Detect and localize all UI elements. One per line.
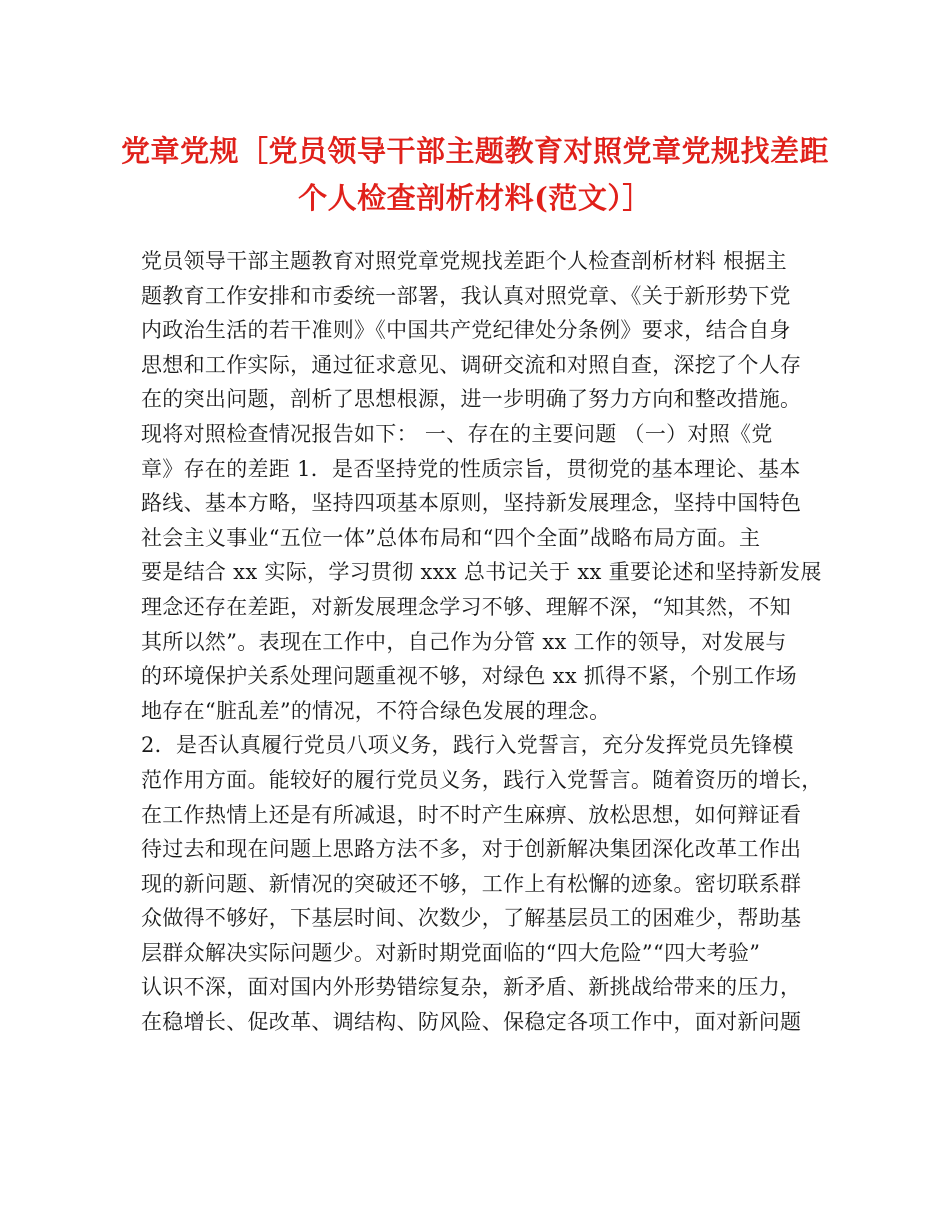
body-line: 现的新问题、新情况的突破还不够，工作上有松懈的迹象。密切联系群	[141, 871, 802, 896]
body-line: 认识不深，面对国内外形势错综复杂，新矛盾、新挑战给带来的压力，	[141, 975, 802, 1000]
title-line-2: 个人检查剖析材料(范文）］	[298, 181, 652, 215]
body-line: 的环境保护关系处理问题重视不够，对绿色 xx 抓得不紧，个别工作场	[141, 664, 797, 689]
body-line: 现将对照检查情况报告如下： 一、存在的主要问题 （一）对照《党	[141, 421, 773, 446]
body-line: 众做得不够好，下基层时间、次数少，了解基层员工的困难少，帮助基	[141, 906, 802, 931]
body-line: 层群众解决实际问题少。对新时期党面临的“四大危险”“四大考验”	[141, 940, 761, 965]
document-body	[141, 244, 821, 1040]
title-line-1: 党章党规［党员领导干部主题教育对照党章党规找差距	[120, 134, 829, 168]
body-line: 内政治生活的若干准则》《中国共产党纪律处分条例》要求，结合自身	[141, 318, 791, 343]
body-line: 待过去和现在问题上思路方法不多，对于创新解决集团深化改革工作出	[141, 837, 802, 862]
body-line: 题教育工作安排和市委统一部署，我认真对照党章、《关于新形势下党	[141, 283, 791, 308]
body-line: 在的突出问题，剖析了思想根源，进一步明确了努力方向和整改措施。	[141, 387, 802, 412]
body-line: 社会主义事业“五位一体”总体布局和“四个全面”战略布局方面。主	[141, 525, 761, 550]
body-line: 其所以然”。表现在工作中，自己作为分管 xx 工作的领导，对发展与	[141, 629, 787, 654]
document-title	[100, 128, 850, 222]
body-line: 2．是否认真履行党员八项义务，践行入党誓言，充分发挥党员先锋模	[141, 733, 794, 758]
body-line: 理念还存在差距，对新发展理念学习不够、理解不深，“知其然，不知	[141, 594, 792, 619]
body-line: 党员领导干部主题教育对照党章党规找差距个人检查剖析材料 根据主	[141, 249, 787, 273]
body-line: 地存在“脏乱差”的情况，不符合绿色发展的理念。	[141, 698, 611, 723]
body-line: 章》存在的差距 1．是否坚持党的性质宗旨，贯彻党的基本理论、基本	[141, 456, 801, 481]
body-line: 要是结合 xx 实际，学习贯彻 xxx 总书记关于 xx 重要论述和坚持新发展	[141, 560, 822, 585]
body-line: 路线、基本方略，坚持四项基本原则，坚持新发展理念，坚持中国特色	[141, 491, 802, 516]
body-line: 在工作热情上还是有所减退，时不时产生麻痹、放松思想，如何辩证看	[141, 802, 802, 827]
body-line: 在稳增长、促改革、调结构、防风险、保稳定各项工作中，面对新问题	[141, 1010, 802, 1035]
body-line: 思想和工作实际，通过征求意见、调研交流和对照自查，深挖了个人存	[141, 352, 802, 377]
body-line: 范作用方面。能较好的履行党员义务，践行入党誓言。随着资历的增长，	[141, 767, 823, 792]
